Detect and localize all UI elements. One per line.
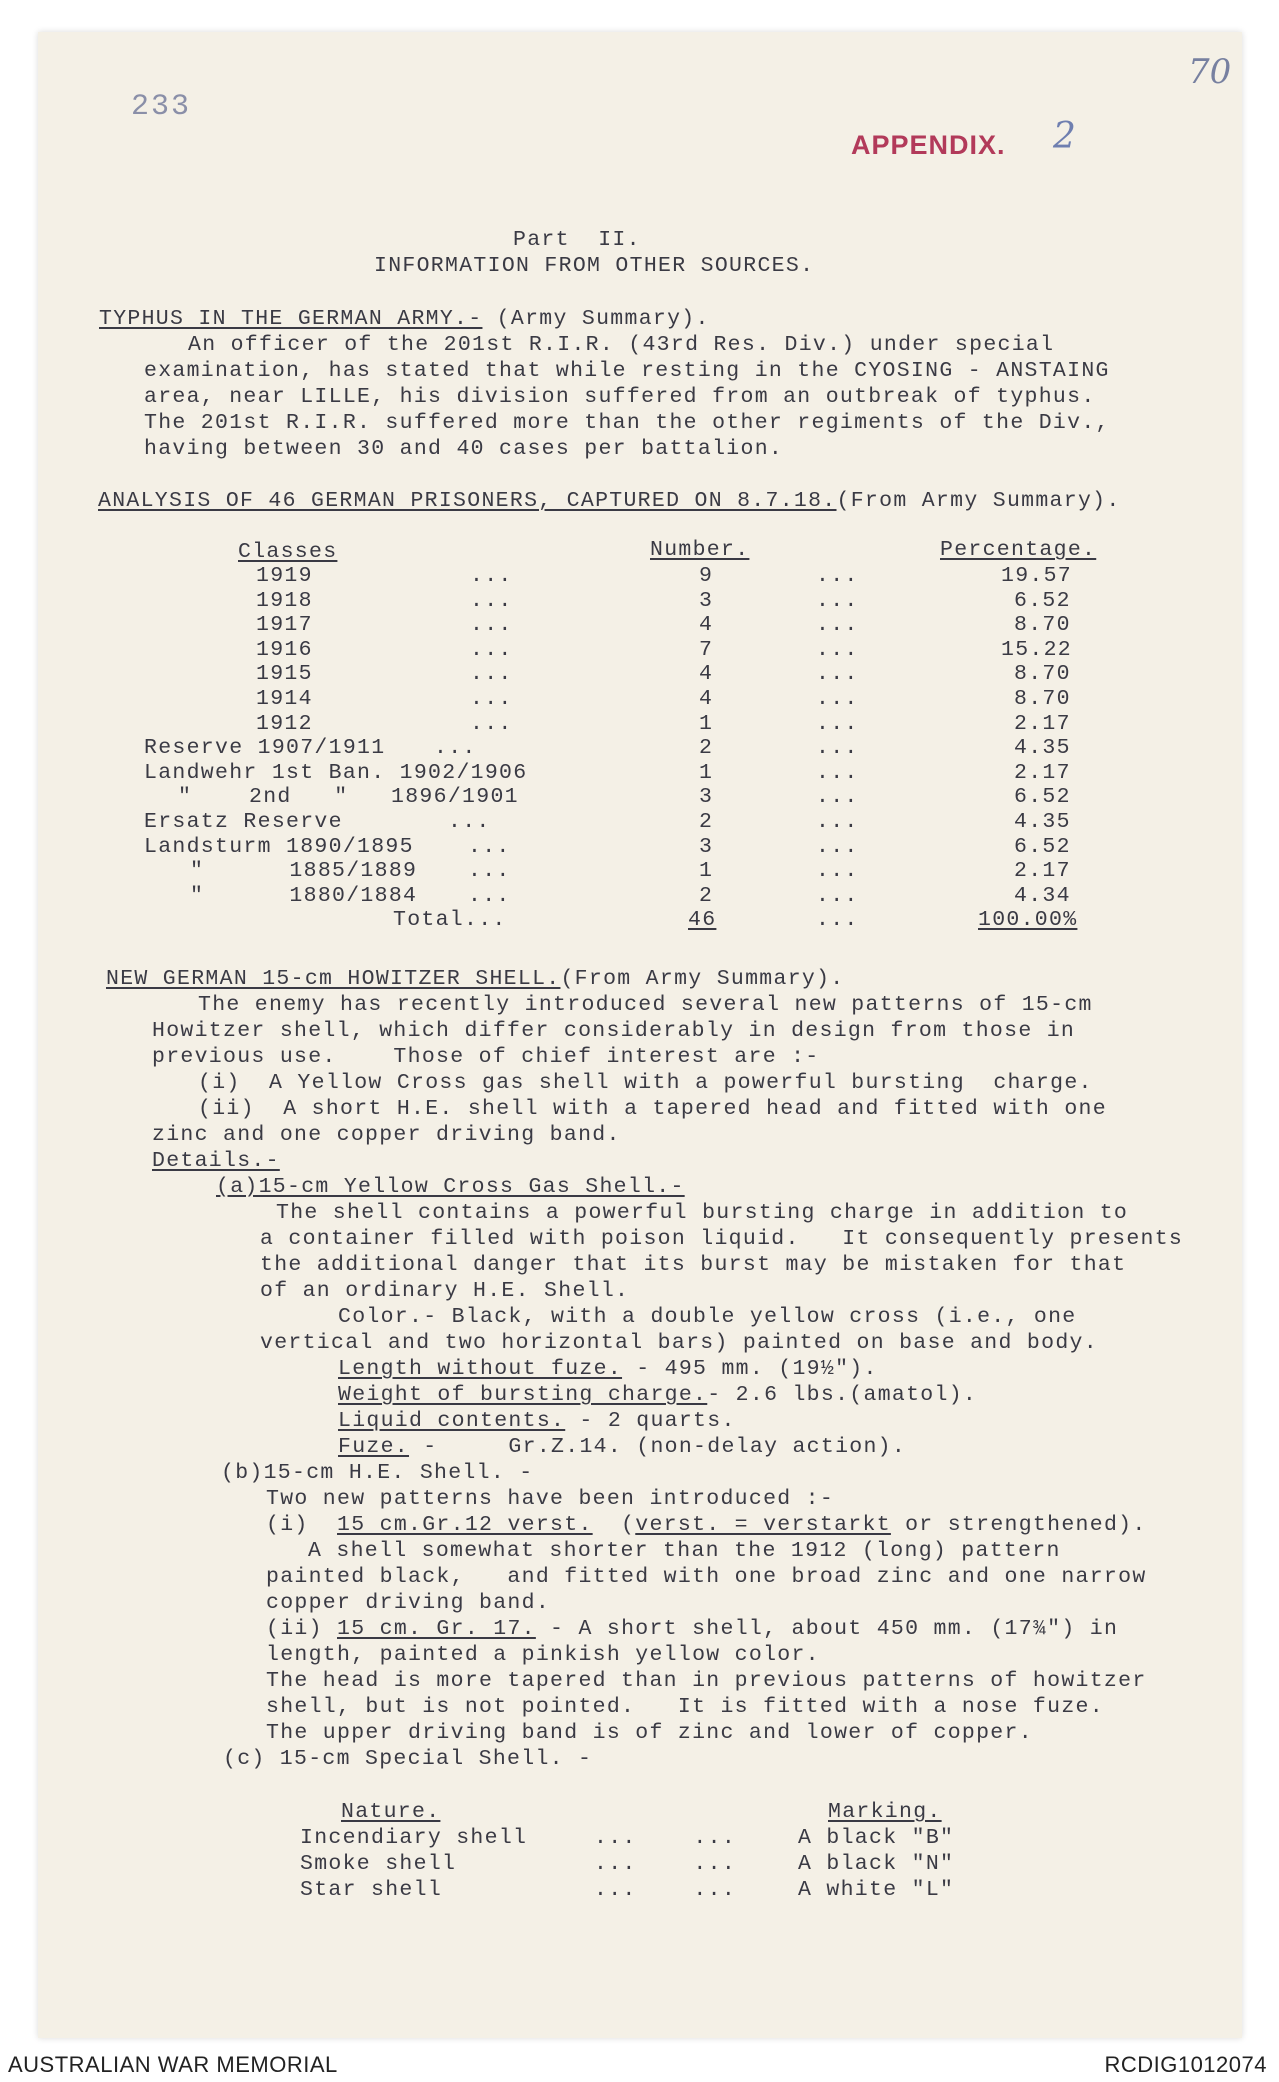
section-b-ii bbox=[266, 1617, 1118, 1642]
row-dots-2: ... bbox=[816, 662, 859, 686]
shell-title: NEW GERMAN 15-cm HOWITZER SHELL. bbox=[106, 967, 561, 991]
fuze-value: - Gr.Z.14. (non-delay action). bbox=[409, 1435, 907, 1459]
section-a-line-3: the additional danger that its burst may be mistaken for that bbox=[260, 1253, 1127, 1277]
row-dots-2: ... bbox=[816, 835, 859, 859]
appendix-number: 2 bbox=[1053, 116, 1076, 157]
row-number: 3 bbox=[699, 835, 714, 859]
row-percentage: 4.35 bbox=[1014, 810, 1071, 834]
row-percentage: 4.35 bbox=[1014, 736, 1071, 760]
row-dots-1: ... bbox=[470, 613, 513, 637]
shell-source: (From Army Summary). bbox=[560, 967, 845, 991]
special-shell-dots: ... ... bbox=[594, 1852, 737, 1876]
row-dots-2: ... bbox=[816, 761, 859, 785]
row-class-label: Reserve 1907/1911 bbox=[144, 736, 386, 760]
row-number: 4 bbox=[699, 687, 714, 711]
folio-number: 70 bbox=[1188, 52, 1232, 92]
row-dots-1: ... bbox=[470, 662, 513, 686]
row-percentage: 8.70 bbox=[1014, 613, 1071, 637]
row-number: 4 bbox=[699, 613, 714, 637]
row-class-label: " 1880/1884 bbox=[190, 884, 418, 908]
typhus-source: (Army Summary). bbox=[496, 307, 710, 331]
total-percentage: 100.00% bbox=[978, 908, 1078, 932]
row-number: 2 bbox=[699, 810, 714, 834]
b-i-gap: ( bbox=[592, 1513, 636, 1537]
section-b-intro: Two new patterns have been introduced :- bbox=[266, 1487, 835, 1511]
details-label: Details.- bbox=[152, 1149, 280, 1173]
total-dots: ... bbox=[816, 908, 859, 932]
shell-intro-2: Howitzer shell, which differ considerably in design from those in bbox=[152, 1019, 1076, 1043]
row-class-label: Ersatz Reserve bbox=[144, 810, 343, 834]
b-i-rest: or strengthened). bbox=[890, 1513, 1147, 1537]
row-percentage: 8.70 bbox=[1014, 687, 1071, 711]
row-dots-1: ... bbox=[468, 884, 511, 908]
row-dots-2: ... bbox=[816, 687, 859, 711]
section-title: INFORMATION FROM OTHER SOURCES. bbox=[374, 254, 815, 278]
row-class-label: 1919 bbox=[256, 564, 313, 588]
row-class-label: 1917 bbox=[256, 613, 313, 637]
b-i-line-1: A shell somewhat shorter than the 1912 (long) pattern bbox=[308, 1539, 1061, 1563]
row-class-label: 1912 bbox=[256, 712, 313, 736]
row-dots-2: ... bbox=[816, 736, 859, 760]
row-dots-1: ... bbox=[470, 589, 513, 613]
b-ii-line-1: length, painted a pinkish yellow color. bbox=[266, 1643, 820, 1667]
row-number: 1 bbox=[699, 859, 714, 883]
row-class-label: 1914 bbox=[256, 687, 313, 711]
footer-reference: RCDIG1012074 bbox=[1104, 2052, 1267, 2077]
row-number: 1 bbox=[699, 761, 714, 785]
typhus-heading bbox=[99, 307, 710, 332]
appendix-stamp: APPENDIX. bbox=[851, 130, 1006, 160]
b-i-line-2: painted black, and fitted with one broad zinc and one narrow bbox=[266, 1565, 1147, 1589]
row-percentage: 19.57 bbox=[1001, 564, 1073, 588]
row-dots-1: ... bbox=[448, 810, 491, 834]
b-ii-rest: - A short shell, about 450 mm. (17¾") in bbox=[535, 1617, 1119, 1641]
row-dots-2: ... bbox=[816, 859, 859, 883]
shell-item-i: (i) A Yellow Cross gas shell with a powerful bursting charge. bbox=[198, 1071, 1093, 1095]
length-value: - 495 mm. (19½"). bbox=[622, 1357, 878, 1381]
color-cont: vertical and two horizontal bars) painted on base and body. bbox=[260, 1331, 1098, 1355]
length-spec bbox=[338, 1357, 878, 1382]
row-dots-1: ... bbox=[468, 835, 511, 859]
shell-item-ii: (ii) A short H.E. shell with a tapered head and fitted with one bbox=[198, 1097, 1107, 1121]
row-class-label: 1916 bbox=[256, 638, 313, 662]
b-i-name: 15 cm.Gr.12 verst. bbox=[337, 1513, 593, 1537]
fuze-spec bbox=[338, 1435, 906, 1460]
special-shell-dots: ... ... bbox=[594, 1878, 737, 1902]
typhus-line-2: examination, has stated that while resting in the CYOSING - ANSTAING bbox=[144, 359, 1110, 383]
b-i-verst: verst. = verstarkt bbox=[635, 1513, 891, 1537]
row-percentage: 6.52 bbox=[1014, 785, 1071, 809]
shell-intro-3: previous use. Those of chief interest are :- bbox=[152, 1045, 820, 1069]
c-col-nature: Nature. bbox=[341, 1800, 441, 1824]
row-dots-2: ... bbox=[816, 589, 859, 613]
analysis-heading bbox=[98, 489, 1121, 514]
row-class-label: Landsturm 1890/1895 bbox=[144, 835, 414, 859]
document-page bbox=[38, 32, 1242, 2038]
shell-intro-1: The enemy has recently introduced several new patterns of 15-cm bbox=[198, 993, 1093, 1017]
row-dots-2: ... bbox=[816, 638, 859, 662]
part-heading: Part II. bbox=[513, 228, 641, 252]
row-number: 9 bbox=[699, 564, 714, 588]
row-number: 2 bbox=[699, 884, 714, 908]
weight-value: - 2.6 lbs.(amatol). bbox=[707, 1383, 978, 1407]
liquid-label: Liquid contents. bbox=[338, 1409, 566, 1433]
weight-label: Weight of bursting charge. bbox=[338, 1383, 708, 1407]
typhus-line-1: An officer of the 201st R.I.R. (43rd Res. Div.) under special bbox=[188, 333, 1055, 357]
col-header-number: Number. bbox=[650, 538, 750, 562]
row-number: 7 bbox=[699, 638, 714, 662]
b-ii-line-3: shell, but is not pointed. It is fitted with a nose fuze. bbox=[266, 1695, 1104, 1719]
special-shell-nature: Smoke shell bbox=[300, 1852, 457, 1876]
row-number: 3 bbox=[699, 785, 714, 809]
fuze-label: Fuze. bbox=[338, 1435, 410, 1459]
row-class-label: " 1885/1889 bbox=[190, 859, 418, 883]
color-line: Color.- Black, with a double yellow cross (i.e., one bbox=[338, 1305, 1077, 1329]
row-dots-2: ... bbox=[816, 785, 859, 809]
row-dots-2: ... bbox=[816, 712, 859, 736]
c-col-marking: Marking. bbox=[828, 1800, 942, 1824]
total-number: 46 bbox=[688, 908, 717, 932]
row-dots-2: ... bbox=[816, 564, 859, 588]
row-percentage: 15.22 bbox=[1001, 638, 1073, 662]
row-class-label: Landwehr 1st Ban. 1902/1906 bbox=[144, 761, 528, 785]
row-dots-1: ... bbox=[468, 859, 511, 883]
row-dots-1: ... bbox=[470, 712, 513, 736]
special-shell-marking: A black "B" bbox=[798, 1826, 955, 1850]
row-dots-2: ... bbox=[816, 884, 859, 908]
total-label: Total... bbox=[393, 908, 507, 932]
b-i-line-3: copper driving band. bbox=[266, 1591, 551, 1615]
row-percentage: 8.70 bbox=[1014, 662, 1071, 686]
row-percentage: 6.52 bbox=[1014, 835, 1071, 859]
b-ii-number: (ii) bbox=[266, 1617, 338, 1641]
row-dots-2: ... bbox=[816, 613, 859, 637]
row-percentage: 2.17 bbox=[1014, 761, 1071, 785]
row-class-label: 1915 bbox=[256, 662, 313, 686]
section-a-title: (a)15-cm Yellow Cross Gas Shell.- bbox=[216, 1175, 685, 1199]
b-i-number: (i) bbox=[266, 1513, 338, 1537]
liquid-spec bbox=[338, 1409, 736, 1434]
special-shell-dots: ... ... bbox=[594, 1826, 737, 1850]
typhus-line-3: area, near LILLE, his division suffered from an outbreak of typhus. bbox=[144, 385, 1096, 409]
footer-institution: AUSTRALIAN WAR MEMORIAL bbox=[8, 2052, 338, 2077]
length-label: Length without fuze. bbox=[338, 1357, 623, 1381]
row-dots-1: ... bbox=[470, 638, 513, 662]
section-b-i bbox=[266, 1513, 1147, 1538]
typhus-line-4: The 201st R.I.R. suffered more than the other regiments of the Div., bbox=[144, 411, 1110, 435]
shell-item-ii-cont: zinc and one copper driving band. bbox=[152, 1123, 621, 1147]
row-class-label: 1918 bbox=[256, 589, 313, 613]
section-a-line-4: of an ordinary H.E. Shell. bbox=[260, 1279, 630, 1303]
section-a-line-2: a container filled with poison liquid. It consequently presents bbox=[260, 1227, 1184, 1251]
analysis-source: (From Army Summary). bbox=[836, 489, 1121, 513]
row-dots-1: ... bbox=[470, 564, 513, 588]
row-number: 2 bbox=[699, 736, 714, 760]
typhus-line-5: having between 30 and 40 cases per battalion. bbox=[144, 437, 784, 461]
special-shell-marking: A white "L" bbox=[798, 1878, 955, 1902]
special-shell-nature: Star shell bbox=[300, 1878, 443, 1902]
row-percentage: 2.17 bbox=[1014, 859, 1071, 883]
col-header-classes: Classes bbox=[238, 540, 338, 564]
typhus-title: TYPHUS IN THE GERMAN ARMY.- bbox=[99, 307, 483, 331]
special-shell-marking: A black "N" bbox=[798, 1852, 955, 1876]
row-percentage: 2.17 bbox=[1014, 712, 1071, 736]
row-dots-2: ... bbox=[816, 810, 859, 834]
row-number: 4 bbox=[699, 662, 714, 686]
section-a-line-1: The shell contains a powerful bursting charge in addition to bbox=[276, 1201, 1129, 1225]
row-number: 3 bbox=[699, 589, 714, 613]
row-percentage: 6.52 bbox=[1014, 589, 1071, 613]
section-b-title: (b)15-cm H.E. Shell. - bbox=[221, 1461, 534, 1485]
section-c-title: (c) 15-cm Special Shell. - bbox=[223, 1747, 593, 1771]
b-ii-line-2: The head is more tapered than in previous patterns of howitzer bbox=[266, 1669, 1147, 1693]
b-ii-line-4: The upper driving band is of zinc and lower of copper. bbox=[266, 1721, 1033, 1745]
b-ii-name: 15 cm. Gr. 17. bbox=[337, 1617, 536, 1641]
weight-spec bbox=[338, 1383, 977, 1408]
analysis-title: ANALYSIS OF 46 GERMAN PRISONERS, CAPTURED ON 8.7.18. bbox=[98, 489, 837, 513]
row-number: 1 bbox=[699, 712, 714, 736]
row-dots-1: ... bbox=[470, 687, 513, 711]
shell-heading bbox=[106, 967, 845, 992]
special-shell-nature: Incendiary shell bbox=[300, 1826, 528, 1850]
row-class-label: " 2nd " 1896/1901 bbox=[178, 785, 519, 809]
liquid-value: - 2 quarts. bbox=[565, 1409, 736, 1433]
row-dots-1: ... bbox=[434, 736, 477, 760]
col-header-percentage: Percentage. bbox=[940, 538, 1097, 562]
row-percentage: 4.34 bbox=[1014, 884, 1071, 908]
page-stamp: 233 bbox=[131, 90, 192, 124]
